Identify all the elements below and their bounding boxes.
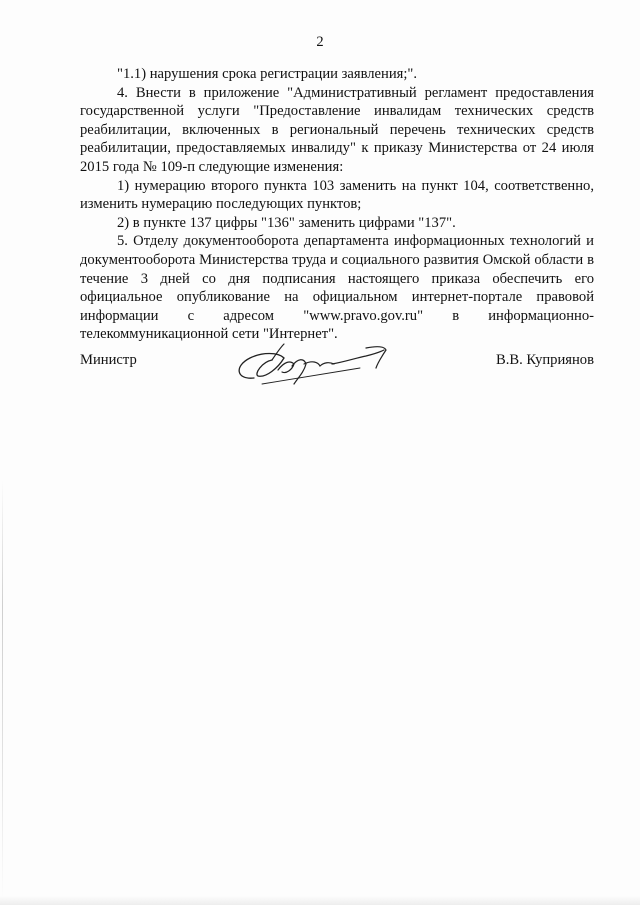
- page-number: 2: [316, 34, 324, 50]
- paragraph-5: 5. Отделу документооборота департамента информационных технологий и документооборота Министерства труда и социального развития Омской области в течение 3 дней со дня подписания настоящего приказа обеспечить его официальное опубликование на официальном интернет-портале правовой информации с адресом "www.pravo.gov.ru" в информационно-телекоммуникационной сети "Интернет".: [80, 233, 594, 343]
- paragraph-4-item-2: 2) в пункте 137 цифры "136" заменить цифрами "137".: [117, 214, 456, 231]
- signature-block: [80, 340, 594, 392]
- document-body: [80, 65, 594, 344]
- scan-edge: [0, 896, 640, 905]
- paragraph-4: 4. Внести в приложение "Административный регламент предоставления государственной услуги "Предоставление инвалидам технических средств реабилитации, включенных в региональный перечень технических средств реабилитации, предоставляемых инвалиду" к приказу Министерства от 24 июля 2015 года № 109-п следующие изменения:: [80, 84, 594, 175]
- signatory-title: Министр: [80, 352, 137, 368]
- paragraph-4-item-1: 1) нумерацию второго пункта 103 заменить на пункт 104, соответственно, изменить нумерацию последующих пунктов;: [80, 177, 594, 213]
- handwritten-signature-icon: [232, 340, 392, 392]
- signatory-name: В.В. Куприянов: [496, 352, 594, 368]
- paragraph-1-1: "1.1) нарушения срока регистрации заявления;".: [117, 66, 418, 82]
- scan-edge: [2, 480, 3, 900]
